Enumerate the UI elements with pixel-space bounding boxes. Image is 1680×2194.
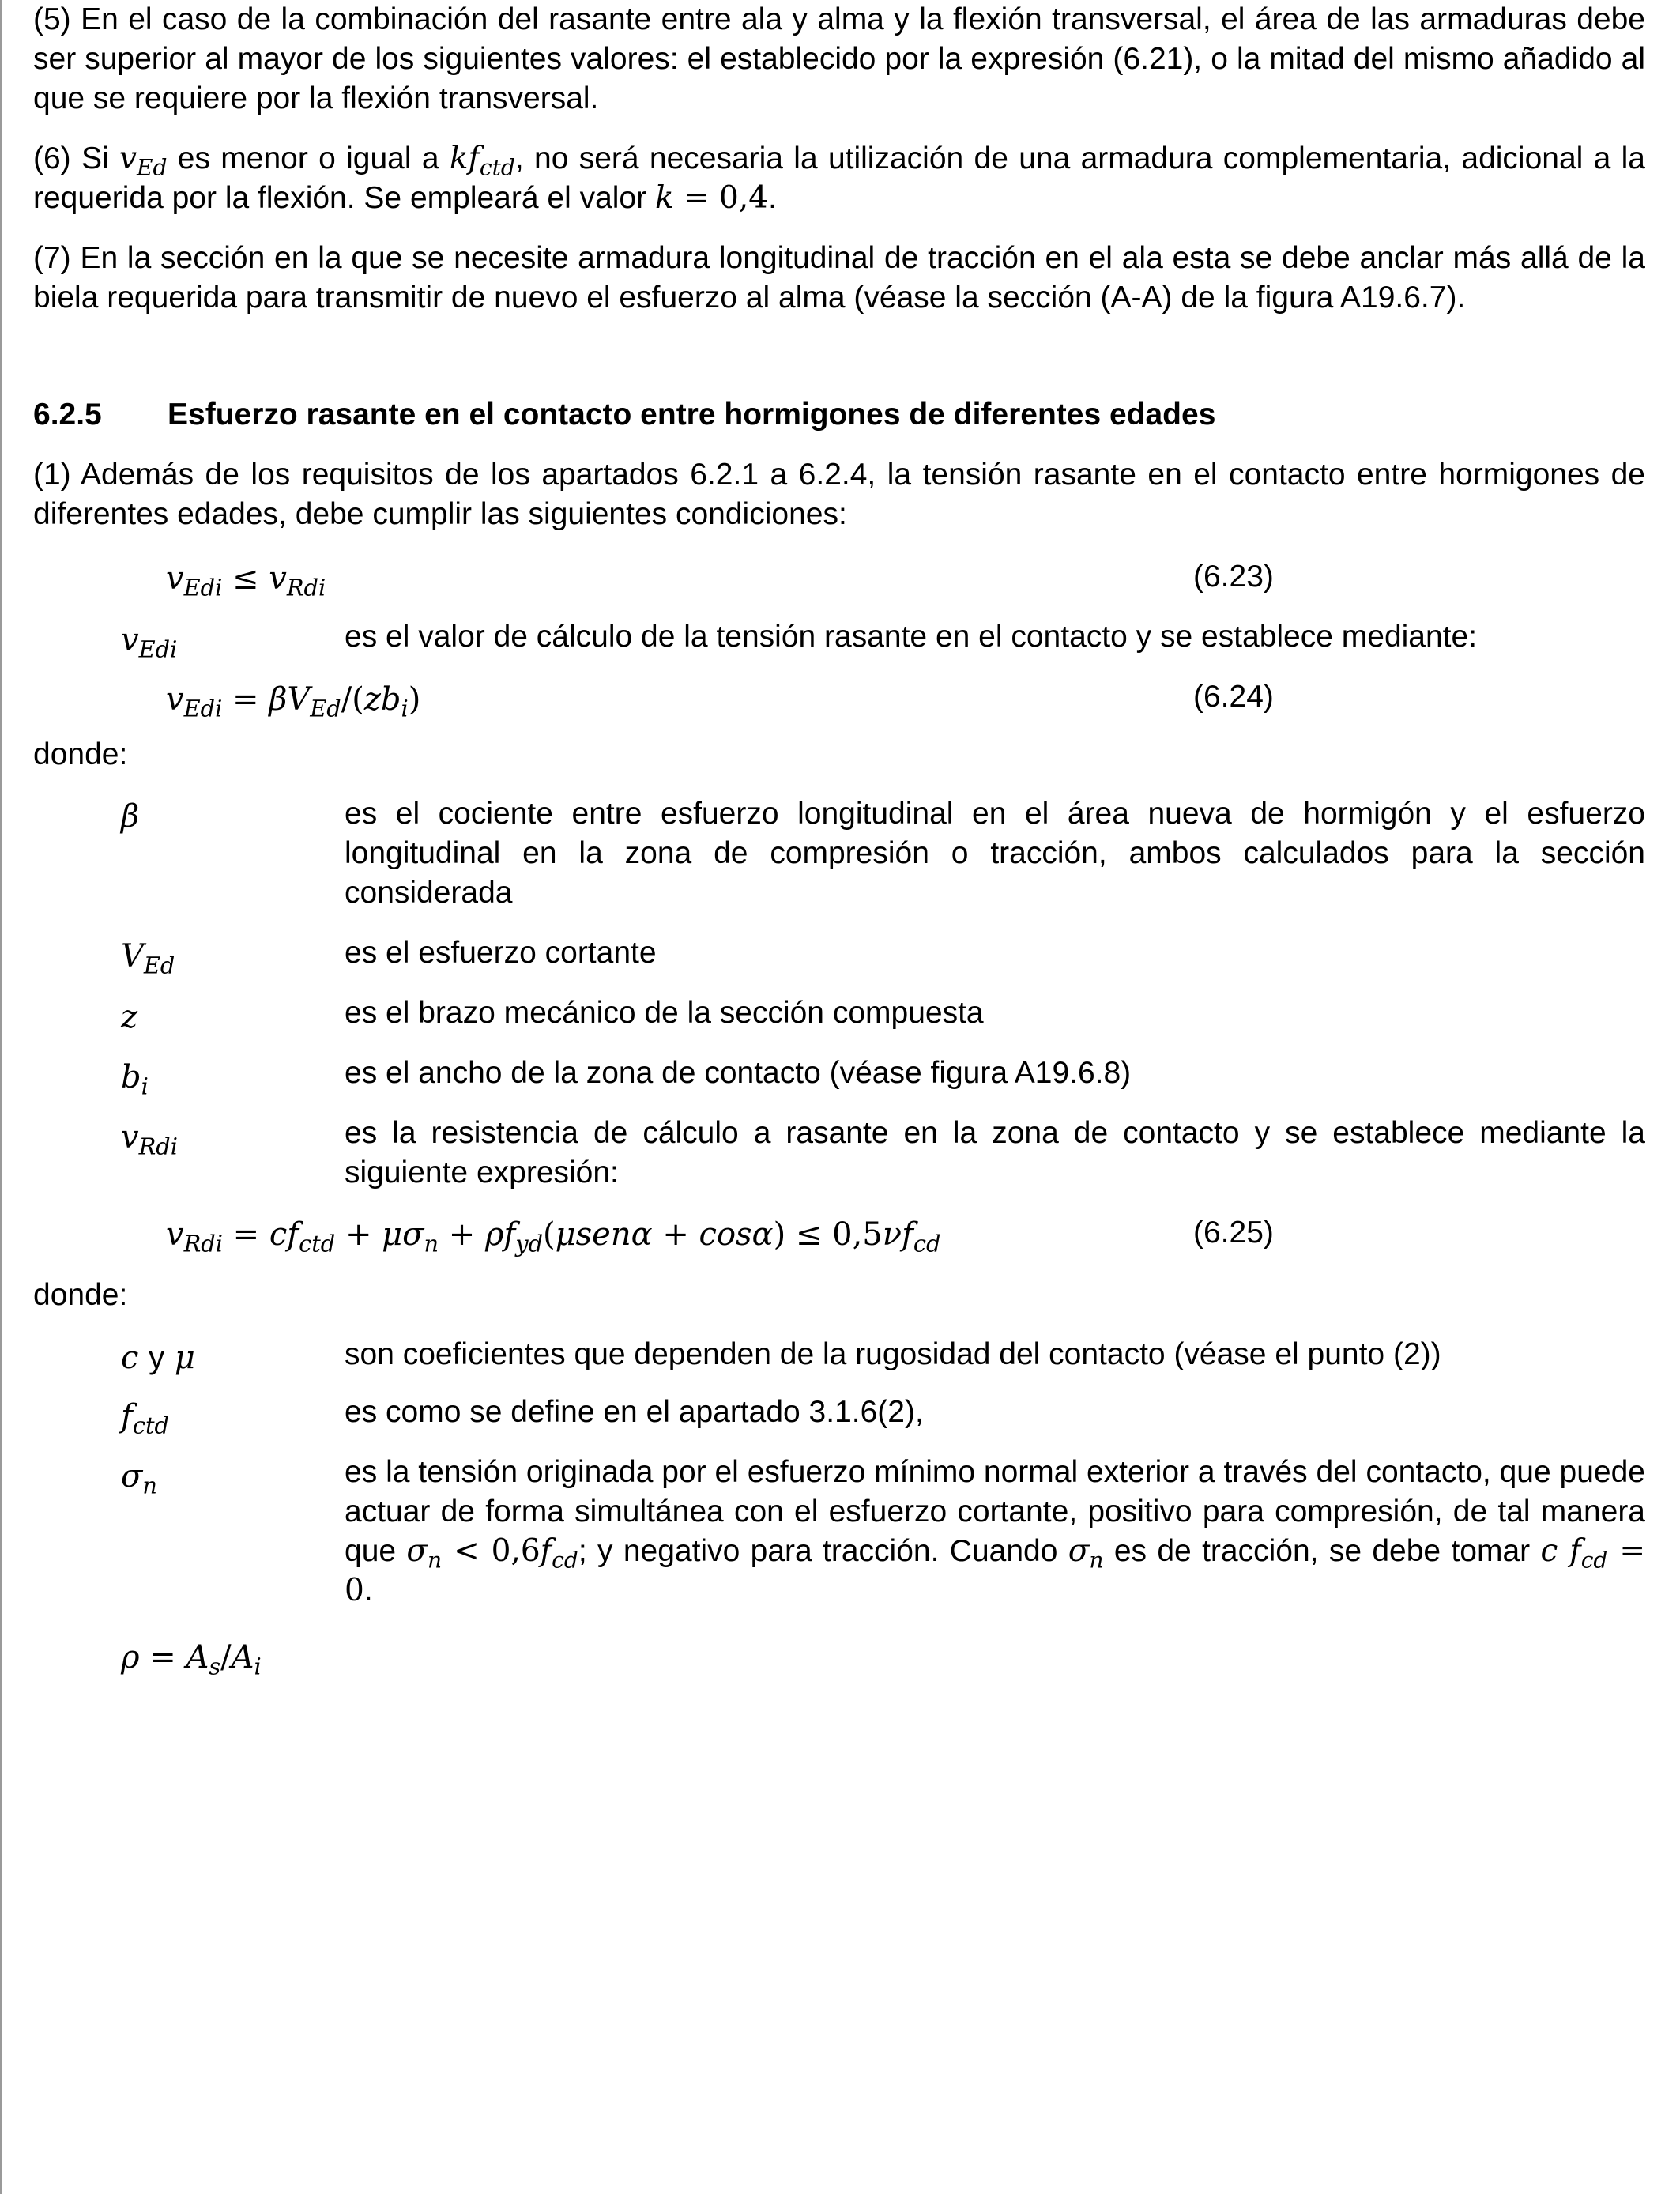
paragraph-5: (5) En el caso de la combinación del rasante entre ala y alma y la flexión transversal, el área de las armaduras debe ser superior al mayor de los siguientes valores: el establecido por la expresión (6.21), o la mitad del mismo añadido al que se requiere por la flexión transversal. [33,2,1645,115]
definition-vrdi: es la resistencia de cálculo a rasante en la zona de contacto y se establece mediante la siguiente expresión: [345,1116,1645,1189]
symbol-ved: $V_{Ed}$ [121,938,175,979]
definition-c-mu: son coeficientes que dependen de la rugosidad del contacto (véase el punto (2)) [345,1337,1441,1371]
equation-6-25: $v_{Rdi} = cf_{ctd} + \mu\sigma_n + \rho f_{yd}(\mu sen\alpha + \cos\alpha) \le 0,5\nu f_{cd}$ [166,1216,941,1257]
equation-number-6-25: (6.25) [1193,1216,1274,1250]
symbol-sigma-n: $\sigma_n$ [121,1458,157,1499]
symbol-c-mu: c y μ [121,1340,195,1376]
definition-z: es el brazo mecánico de la sección compuesta [345,996,984,1030]
definition-bi: es el ancho de la zona de contacto (véase figura A19.6.8) [345,1056,1132,1090]
equation-number-6-24: (6.24) [1193,680,1274,714]
section-heading [33,395,1215,435]
section-number: 6.2.5 [33,398,102,432]
donde-label-2: donde: [33,1278,128,1312]
symbol-vrdi: $v_{Rdi}$ [121,1119,178,1160]
equation-6-23: $v_{Edi} \le v_{Rdi}$ [166,560,326,601]
donde-label-1: donde: [33,737,128,771]
paragraph-6: (6) Si $v_{Ed}$ es menor o igual a $kf_{ctd}$, no será necesaria la utilización de una armadura complementaria, adicional a la requerida por la flexión. Se empleará el valor k = 0,4. [33,141,1645,216]
definition-fctd: es como se define en el apartado 3.1.6(2), [345,1395,924,1429]
equation-6-24: $v_{Edi} = \beta V_{Ed}/(zb_i)$ [166,681,421,722]
definition-vedi: es el valor de cálculo de la tensión rasante en el contacto y se establece mediante: [345,620,1478,654]
definition-beta: es el cociente entre esfuerzo longitudinal en el área nueva de hormigón y el esfuerzo longitudinal en la zona de compresión o tracción, ambos calculados para la sección considerada [345,797,1645,910]
left-border-line [0,0,2,2194]
equation-number-6-23: (6.23) [1193,560,1274,594]
symbol-rho: $\rho = A_s/A_i$ [121,1639,262,1680]
definition-sigma-n: es la tensión originada por el esfuerzo mínimo normal exterior a través del contacto, que puede actuar de forma simultánea con el esfuerzo cortante, positivo para compresión, de tal manera que $\sigma_n < 0,6f_{cd}$; y negativo para tracción. Cuando $\sigma_n$ es de tracción, se debe tomar c $f_{cd} = 0$. [345,1455,1645,1608]
symbol-z: z [121,999,138,1035]
section-title: Esfuerzo rasante en el contacto entre hormigones de diferentes edades [168,398,1216,432]
symbol-fctd: $f_{ctd}$ [121,1398,169,1439]
symbol-beta: β [121,798,140,835]
paragraph-7: (7) En la sección en la que se necesite armadura longitudinal de tracción en el ala esta se debe anclar más allá de la biela requerida para transmitir de nuevo el esfuerzo al alma (véase la sección (A-A) de la figura A19.6.7). [33,241,1645,315]
symbol-vedi: $v_{Edi}$ [121,622,178,663]
definition-ved: es el esfuerzo cortante [345,936,657,970]
paragraph-1: (1) Además de los requisitos de los apartados 6.2.1 a 6.2.4, la tensión rasante en el contacto entre hormigones de diferentes edades, debe cumplir las siguientes condiciones: [33,458,1645,531]
symbol-bi: $b_i$ [121,1059,149,1100]
